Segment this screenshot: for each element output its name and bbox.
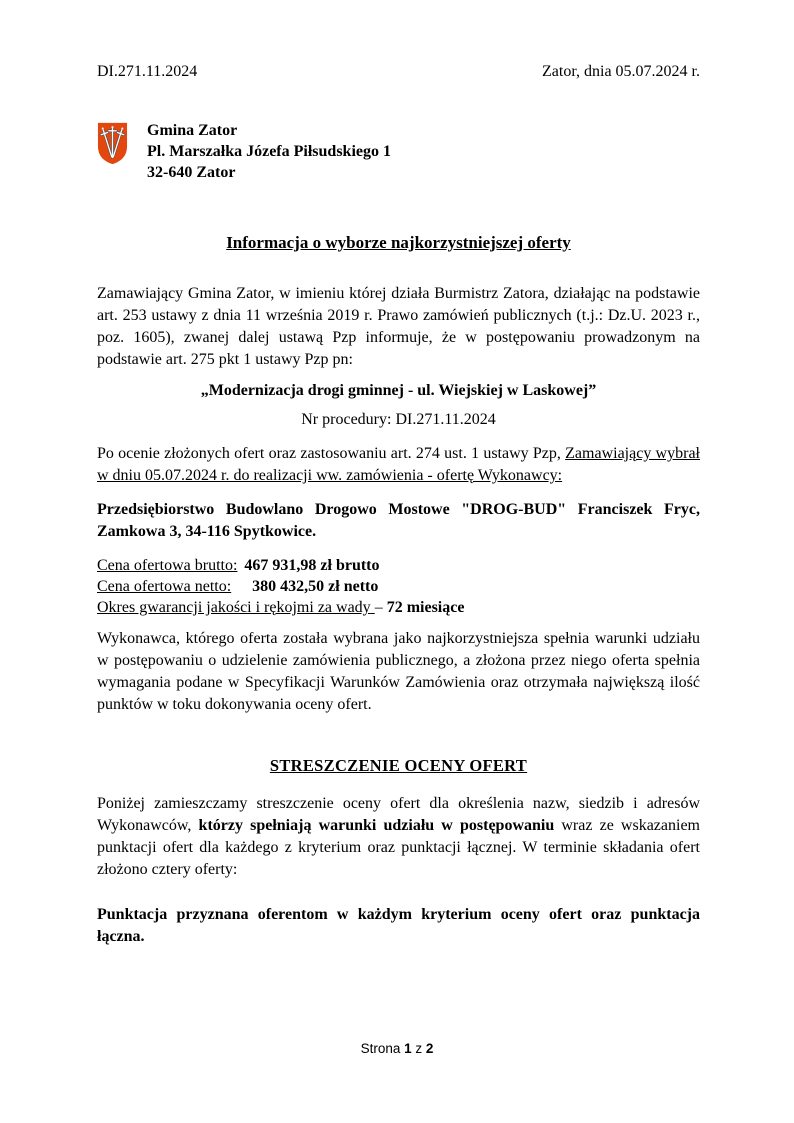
sender-street: Pl. Marszałka Józefa Piłsudskiego 1 (147, 143, 391, 160)
price-net-label: Cena ofertowa netto: (97, 578, 232, 595)
compliance-paragraph: Wykonawca, którego oferta została wybrana jako najkorzystniejsza spełnia warunki udziału w postępowaniu o udzielenie zamówienia publicznego, a złożona przez niego oferta spełnia wymagania podane w Specyfikacji Warunków Zamówienia oraz otrzymała największą ilość punktów w toku dokonywania oceny ofert. (97, 630, 700, 713)
document-header (97, 62, 700, 82)
footer-of-word: z (415, 1041, 423, 1056)
price-gross-label: Cena ofertowa brutto: (97, 557, 238, 574)
place-date-line: Zator, dnia 05.07.2024 r. (542, 63, 700, 80)
footer-current-page: 1 (404, 1041, 412, 1056)
price-gross-row (97, 555, 700, 576)
warranty-row (97, 597, 700, 618)
price-gross-value: 467 931,98 zł brutto (244, 557, 380, 574)
price-net-row (97, 576, 700, 597)
sender-block (97, 120, 700, 183)
warranty-value: 72 miesiące (386, 599, 465, 616)
contractor-name: Przedsiębiorstwo Budowlano Drogowo Mostowe "DROG-BUD" Franciszek Fryc, Zamkowa 3, 34-116 Spytkowice. (97, 501, 700, 540)
selection-decision-underlined: Zamawiający wybrał w dniu 05.07.2024 r. do realizacji ww. zamówienia - ofertę Wykonawcy: (97, 445, 700, 484)
footer-page-word: Strona (360, 1041, 401, 1056)
summary-paragraph (97, 793, 700, 881)
price-net-value: 380 432,50 zł netto (252, 578, 379, 595)
page-footer (0, 1040, 794, 1058)
sender-postal-city: 32-640 Zator (147, 164, 236, 181)
summary-text-bold: którzy spełniają warunki udziału w postępowaniu (198, 817, 555, 834)
sender-name: Gmina Zator (147, 122, 238, 139)
footer-total-pages: 2 (425, 1041, 434, 1056)
selection-paragraph (97, 443, 700, 487)
procedure-number-line: Nr procedury: DI.271.11.2024 (301, 411, 496, 428)
summary-heading: STRESZCZENIE OCENY OFERT (269, 756, 528, 775)
sender-address (147, 120, 391, 183)
warranty-dash: – (374, 599, 383, 616)
procurement-subject: „Modernizacja drogi gminnej - ul. Wiejskiej w Laskowej” (200, 382, 597, 399)
offer-details (97, 555, 700, 618)
warranty-label: Okres gwarancji jakości i rękojmi za wady (97, 599, 371, 616)
reference-number: DI.271.11.2024 (97, 63, 198, 80)
zator-coat-of-arms-icon (97, 122, 128, 165)
scoring-paragraph: Punktacja przyznana oferentom w każdym kryterium oceny ofert oraz punktacja łączna. (97, 906, 700, 945)
intro-paragraph: Zamawiający Gmina Zator, w imieniu której działa Burmistrz Zatora, działając na podstawie art. 253 ustawy z dnia 11 września 2019 r. Prawo zamówień publicznych (t.j.: Dz.U. 2023 r., poz. 1605), zwanej dalej ustawą Pzp informuje, że w postępowaniu prowadzonym na podstawie art. 275 pkt 1 ustawy Pzp pn: (97, 285, 700, 368)
document-title: Informacja o wyborze najkorzystniejszej oferty (226, 233, 571, 252)
summary-text-start: Poniżej zamieszczamy streszczenie oceny ofert dla określenia nazw, siedzib i adresów Wykonawców, (97, 795, 700, 834)
selection-lead-text: Po ocenie złożonych ofert oraz zastosowaniu art. 274 ust. 1 ustawy Pzp, (97, 445, 566, 462)
summary-text-end: wraz ze wskazaniem punktacji ofert dla każdego z kryterium oraz punktacji łącznej. W terminie składania ofert złożono cztery oferty: (97, 817, 700, 878)
